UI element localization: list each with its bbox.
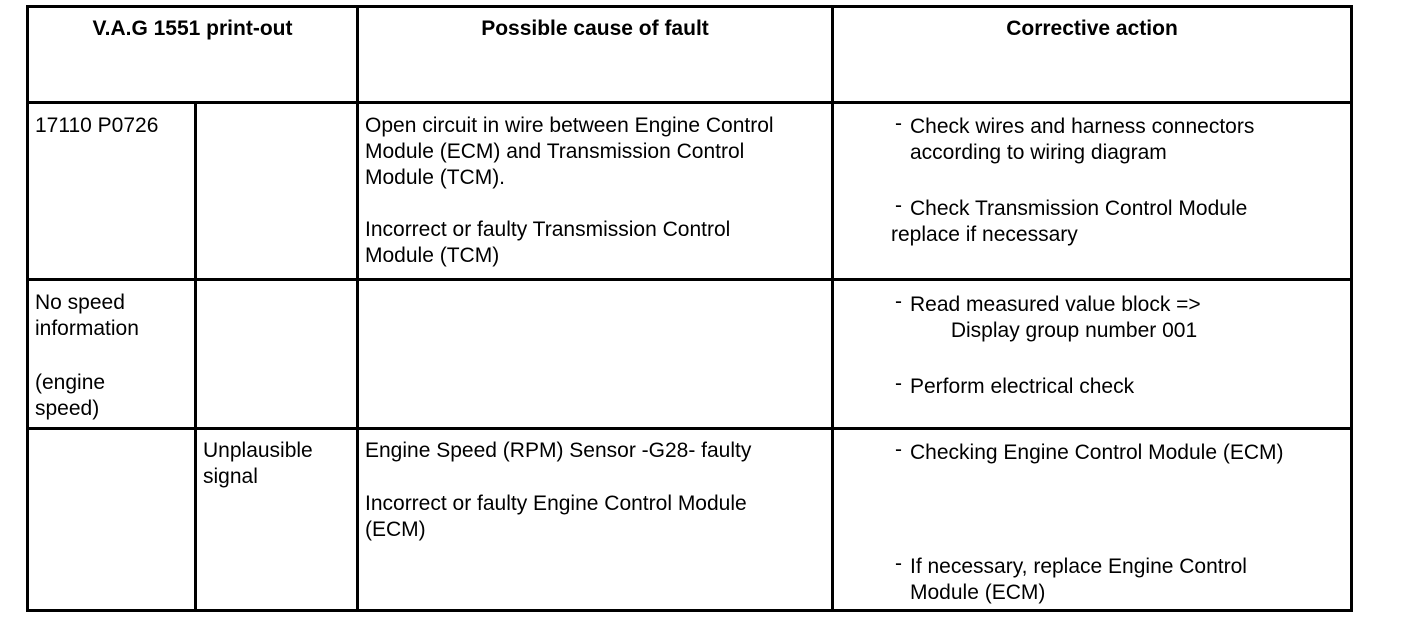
header-cause: Possible cause of fault	[481, 17, 709, 40]
header-printout: V.A.G 1551 print-out	[92, 17, 293, 40]
cause-text: Open circuit in wire between Engine Control Module (ECM) and Transmission Control Module (TCM).	[365, 114, 774, 189]
table-rule	[194, 101, 197, 612]
fault-subtype: Unplausible signal	[203, 439, 313, 488]
table-rule	[26, 101, 1353, 104]
header-action: Corrective action	[1006, 17, 1178, 40]
table-rule	[26, 5, 29, 612]
cause-text: Incorrect or faulty Engine Control Module (ECM)	[365, 492, 747, 541]
action-text: If necessary, replace Engine Control Module (ECM)	[910, 555, 1247, 604]
table-rule	[1350, 5, 1353, 612]
fault-code: No speed information	[35, 291, 139, 340]
table-rule	[26, 427, 1353, 430]
bullet-dash: -	[895, 372, 902, 395]
action-text: Check wires and harness connectors according to wiring diagram	[910, 115, 1255, 164]
cause-text: Engine Speed (RPM) Sensor -G28- faulty	[365, 439, 752, 462]
table-rule	[831, 5, 834, 612]
table-rule	[356, 5, 359, 612]
bullet-dash: -	[895, 438, 902, 461]
action-text: Perform electrical check	[910, 375, 1135, 398]
action-text: Check Transmission Control Module replace if necessary	[891, 197, 1248, 246]
bullet-dash: -	[895, 194, 902, 217]
action-text: Read measured value block => Display group number 001	[910, 293, 1201, 342]
fault-code-note: (engine speed)	[35, 371, 106, 420]
fault-code: 17110 P0726	[35, 114, 159, 137]
table-rule	[26, 609, 1353, 612]
bullet-dash: -	[895, 552, 902, 575]
action-text: Checking Engine Control Module (ECM)	[910, 441, 1284, 464]
table-rule	[26, 278, 1353, 281]
bullet-dash: -	[895, 112, 902, 135]
table-rule	[26, 5, 1353, 8]
bullet-dash: -	[895, 290, 902, 313]
cause-text: Incorrect or faulty Transmission Control Module (TCM)	[365, 218, 731, 267]
